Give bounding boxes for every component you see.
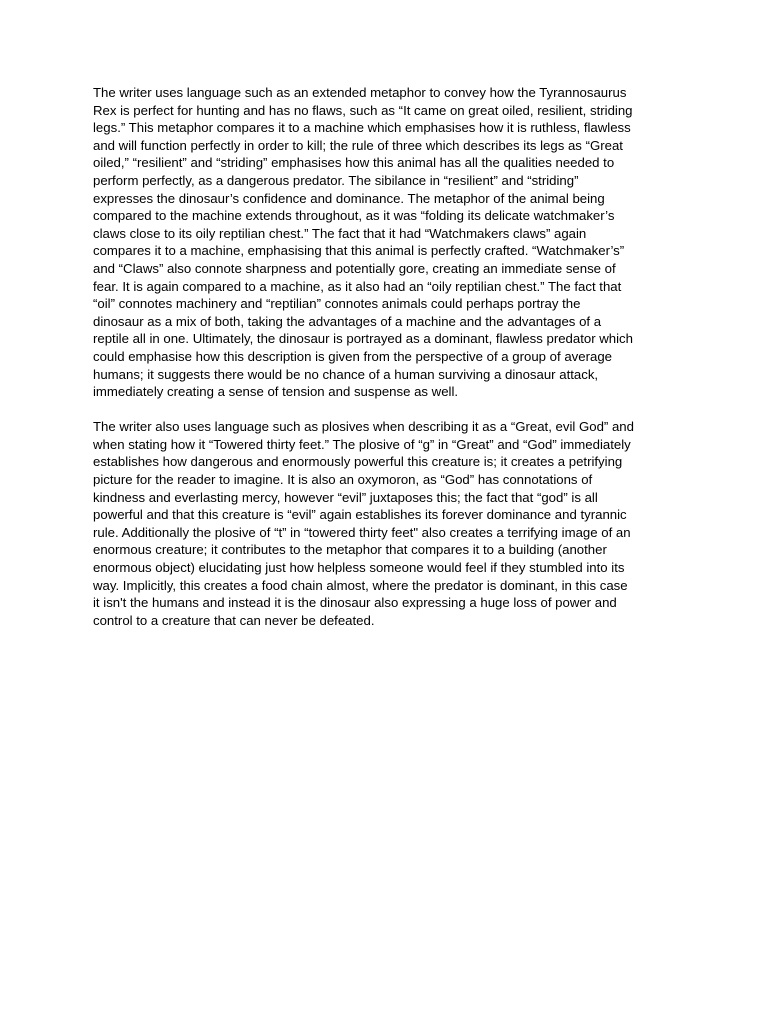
text-line: compares it to a machine, emphasising that this animal is perfectly crafted. “Watchmaker’s” <box>93 243 625 259</box>
text-line: The writer uses language such as an extended metaphor to convey how the Tyrannosaurus <box>93 85 627 100</box>
text-line: reptile all in one. Ultimately, the dinosaur is portrayed as a dominant, flawless predator which <box>93 331 633 347</box>
text-line: fear. It is again compared to a machine, as it also had an “oily reptilian chest.” The fact that <box>93 278 622 294</box>
text-line: could emphasise how this description is given from the perspective of a group of average <box>93 348 612 364</box>
text-line: compared to the machine extends throughout, as it was “folding its delicate watchmaker’s <box>93 208 615 224</box>
text-line: rule. Additionally the plosive of “t” in “towered thirty feet" also creates a terrifying image of an <box>93 524 631 540</box>
text-line: enormous creature; it contributes to the metaphor that compares it to a building (another <box>93 542 607 558</box>
paragraph-2 <box>93 418 683 629</box>
text-line: picture for the reader to imagine. It is also an oxymoron, as “God” has connotations of <box>93 472 593 488</box>
text-line: establishes how dangerous and enormously powerful this creature is; it creates a petrifying <box>93 454 623 470</box>
text-line: legs.” This metaphor compares it to a machine which emphasises how it is ruthless, flawless <box>93 120 631 136</box>
text-line: and “Claws” also connote sharpness and potentially gore, creating an immediate sense of <box>93 260 616 276</box>
text-line: expresses the dinosaur’s confidence and dominance. The metaphor of the animal being <box>93 190 605 206</box>
text-line: claws close to its oily reptilian chest.” The fact that it had “Watchmakers claws” again <box>93 225 587 241</box>
text-line: perform perfectly, as a dangerous predator. The sibilance in “resilient” and “striding” <box>93 172 579 188</box>
paragraph-1 <box>93 84 683 401</box>
text-line: powerful and that this creature is “evil” again establishes its forever dominance and tyrannic <box>93 507 627 523</box>
text-line: control to a creature that can never be defeated. <box>93 612 375 628</box>
text-line: kindness and everlasting mercy, however “evil” juxtaposes this; the fact that “god” is all <box>93 489 598 505</box>
document-body <box>93 84 683 647</box>
text-line: when stating how it “Towered thirty feet.” The plosive of “g” in “Great” and “God” immediately <box>93 436 631 452</box>
text-line: oiled,” “resilient” and “striding” emphasises how this animal has all the qualities needed to <box>93 155 615 171</box>
text-line: it isn't the humans and instead it is the dinosaur also expressing a huge loss of power and <box>93 595 617 611</box>
text-line: dinosaur as a mix of both, taking the advantages of a machine and the advantages of a <box>93 313 602 329</box>
text-line: and will function perfectly in order to kill; the rule of three which describes its legs as “Great <box>93 137 623 153</box>
text-line: The writer also uses language such as plosives when describing it as a “Great, evil God” and <box>93 419 634 435</box>
text-line: way. Implicitly, this creates a food chain almost, where the predator is dominant, in this case <box>93 577 628 593</box>
text-line: “oil” connotes machinery and “reptilian” connotes animals could perhaps portray the <box>93 296 581 312</box>
text-line: immediately creating a sense of tension and suspense as well. <box>93 384 459 400</box>
text-line: enormous object) elucidating just how helpless someone would feel if they stumbled into its <box>93 560 625 576</box>
text-line: humans; it suggests there would be no chance of a human surviving a dinosaur attack, <box>93 366 599 382</box>
text-line: Rex is perfect for hunting and has no flaws, such as “It came on great oiled, resilient, striding <box>93 102 633 118</box>
